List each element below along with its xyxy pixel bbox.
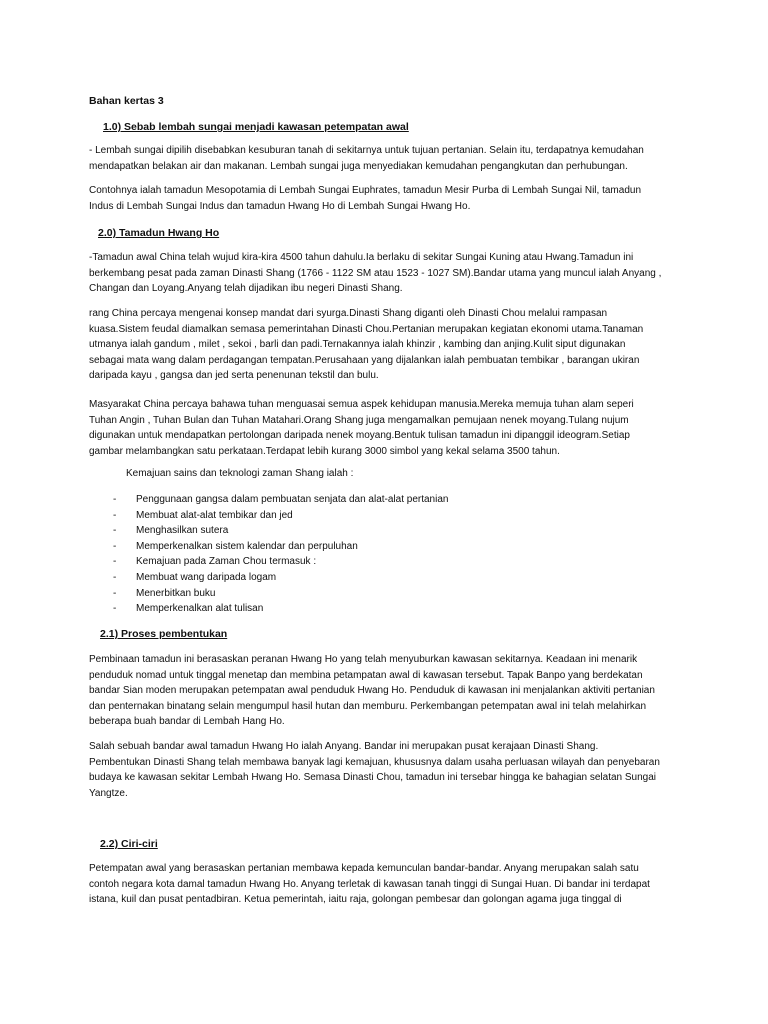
paragraph-kepercayaan [89,397,689,459]
bullet-dash: - [113,556,117,568]
text-line: Yangtze. [89,787,128,799]
text-line: Petempatan awal yang berasaskan pertanian membawa kepada kemunculan bandar-bandar. Anyang merupakan salah satu [89,863,639,874]
bullet-dash: - [113,603,117,615]
bullet-dash: - [113,525,117,537]
text-line: gambar melambangkan satu perkataan.Terdapat lebih kurang 3000 simbol yang kekal selama 3500 tahun. [89,445,560,457]
bullet-dash: - [113,509,117,521]
list-item-text: Membuat alat-alat tembikar dan jed [136,509,293,521]
text-line: istana, kuil dan pusat pentadbiran. Ketua pemerintah, iaitu raja, golongan pembesar dan golongan agama juga tinggal di [89,894,622,906]
bullet-dash: - [113,571,117,583]
text-line: bandar Sian moden merupakan petempatan awal penduduk Hwang Ho. Penduduk di kawasan ini menjalankan aktiviti pertanian [89,685,655,697]
bullet-dash: - [113,540,117,552]
text-line: utmanya ialah gandum , milet , sekoi , barli dan padi.Ternakannya ialah khinzir , kambing dan anjing.Kulit siput digunakan [89,339,626,351]
text-line: Contohnya ialah tamadun Mesopotamia di Lembah Sungai Euphrates, tamadun Mesir Purba di Lembah Sungai Nil, tamadun [89,185,642,196]
list-item-text: Menghasilkan sutera [136,525,229,537]
text-line: Changan dan Loyang.Anyang telah dijadikan ibu negeri Dinasti Shang. [89,283,403,295]
bullet-dash: - [113,587,117,599]
paragraph-bandar-anyang [89,739,689,801]
text-line: Salah sebuah bandar awal tamadun Hwang Ho ialah Anyang. Bandar ini merupakan pusat kerajaan Dinasti Shang. [89,741,599,752]
paragraph-pembinaan-tamadun [89,652,689,730]
heading-2-2: 2.2) Ciri-ciri [100,838,158,850]
text-line: Tuhan Angin , Tuhan Bulan dan Tuhan Matahari.Orang Shang juga mengamalkan pemujaan nenek moyang.Tulang nujum [89,414,629,426]
list-item-text: Memperkenalkan alat tulisan [136,603,264,615]
list-item-text: Penggunaan gangsa dalam pembuatan senjata dan alat-alat pertanian [136,494,449,505]
text-line: budaya ke kawasan sekitar Lembah Hwang Ho. Semasa Dinasti Chou, tamadun ini tersebar hingga ke bahagian selatan Sungai [89,772,657,784]
text-line: berkembang pesat pada zaman Dinasti Shang (1766 - 1122 SM atau 1523 - 1027 SM).Bandar utama yang muncul ialah Anyang , [89,267,662,279]
text-line: -Tamadun awal China telah wujud kira-kira 4500 tahun dahulu.Ia berlaku di sekitar Sungai Kuning atau Hwang.Tamadun ini [89,252,634,263]
text-line: kuasa.Sistem feudal diamalkan semasa pemerintahan Dinasti Chou.Pertanian merupakan kegiatan ekonomi utama.Tanaman [89,323,644,335]
heading-1-0: 1.0) Sebab lembah sungai menjadi kawasan petempatan awal [103,121,409,133]
kemajuan-intro: Kemajuan sains dan teknologi zaman Shang ialah : [126,468,354,479]
text-line: sebagai mata wang dalam perdagangan tempatan.Perusahaan yang dijalankan ialah pembuatan tembikar , barangan ukiran [89,354,640,366]
text-line: contoh negara kota damal tamadun Hwang Ho. Anyang terletak di kawasan tanah tinggi di Sungai Huan. Di bandar ini terdapat [89,878,650,890]
list-item-text: Menerbitkan buku [136,587,216,599]
paragraph-petempatan-awal [89,861,689,908]
text-line: dan penternakan binatang selain mengumpul hasil hutan dan memburu. Perkembangan petempatan awal ini telah melahirkan [89,700,647,712]
text-line: Pembentukan Dinasti Shang telah membawa banyak lagi kemajuan, khususnya dalam usaha perluasan wilayah dan penyebaran [89,756,660,768]
list-item-text: Kemajuan pada Zaman Chou termasuk : [136,556,317,568]
text-line: beberapa buah bandar di Lembah Hang Ho. [89,716,285,728]
paragraph-lembah-sungai [89,143,689,174]
text-line: Pembinaan tamadun ini berasaskan peranan Hwang Ho yang telah menyuburkan kawasan sekitarnya. Keadaan ini menarik [89,654,638,665]
text-line: Indus di Lembah Sungai Indus dan tamadun Hwang Ho di Lembah Sungai Hwang Ho. [89,200,471,212]
text-line: mendapatkan belakan air dan makanan. Lembah sungai juga menyediakan kemudahan pengangkutan dan perhubungan. [89,160,628,172]
paragraph-tamadun-awal-china [89,250,689,297]
list-item-text: Membuat wang daripada logam [136,571,277,583]
paragraph-contoh-tamadun [89,183,689,214]
heading-2-1: 2.1) Proses pembentukan [100,628,228,640]
list-item-text: Memperkenalkan sistem kalendar dan perpuluhan [136,540,358,552]
text-line: rang China percaya mengenai konsep mandat dari syurga.Dinasti Shang diganti oleh Dinasti Chou melalui rampasan [89,308,608,319]
text-line: penduduk nomad untuk tinggal menetap dan membina petampatan awal di kawasan tersebut. Tapak Banpo yang berdekatan [89,669,643,681]
text-line: daripada kayu , gangsa dan jed serta penenunan tekstil dan bulu. [89,370,379,382]
text-line: Masyarakat China percaya bahawa tuhan menguasai semua aspek kehidupan manusia.Mereka memuja tuhan alam seperi [89,399,634,410]
paragraph-mandat-syurga [89,306,689,384]
text-line: - Lembah sungai dipilih disebabkan kesuburan tanah di sekitarnya untuk tujuan pertanian. Selain itu, terdapatnya kemudahan [89,145,644,156]
bullet-dash: - [113,494,117,505]
text-line: digunakan untuk mendapatkan pertolongan daripada nenek moyang.Bentuk tulisan tamadun ini dipanggil ideogram.Setiap [89,430,630,442]
document-title: Bahan kertas 3 [89,95,164,107]
heading-2-0: 2.0) Tamadun Hwang Ho [98,227,220,239]
